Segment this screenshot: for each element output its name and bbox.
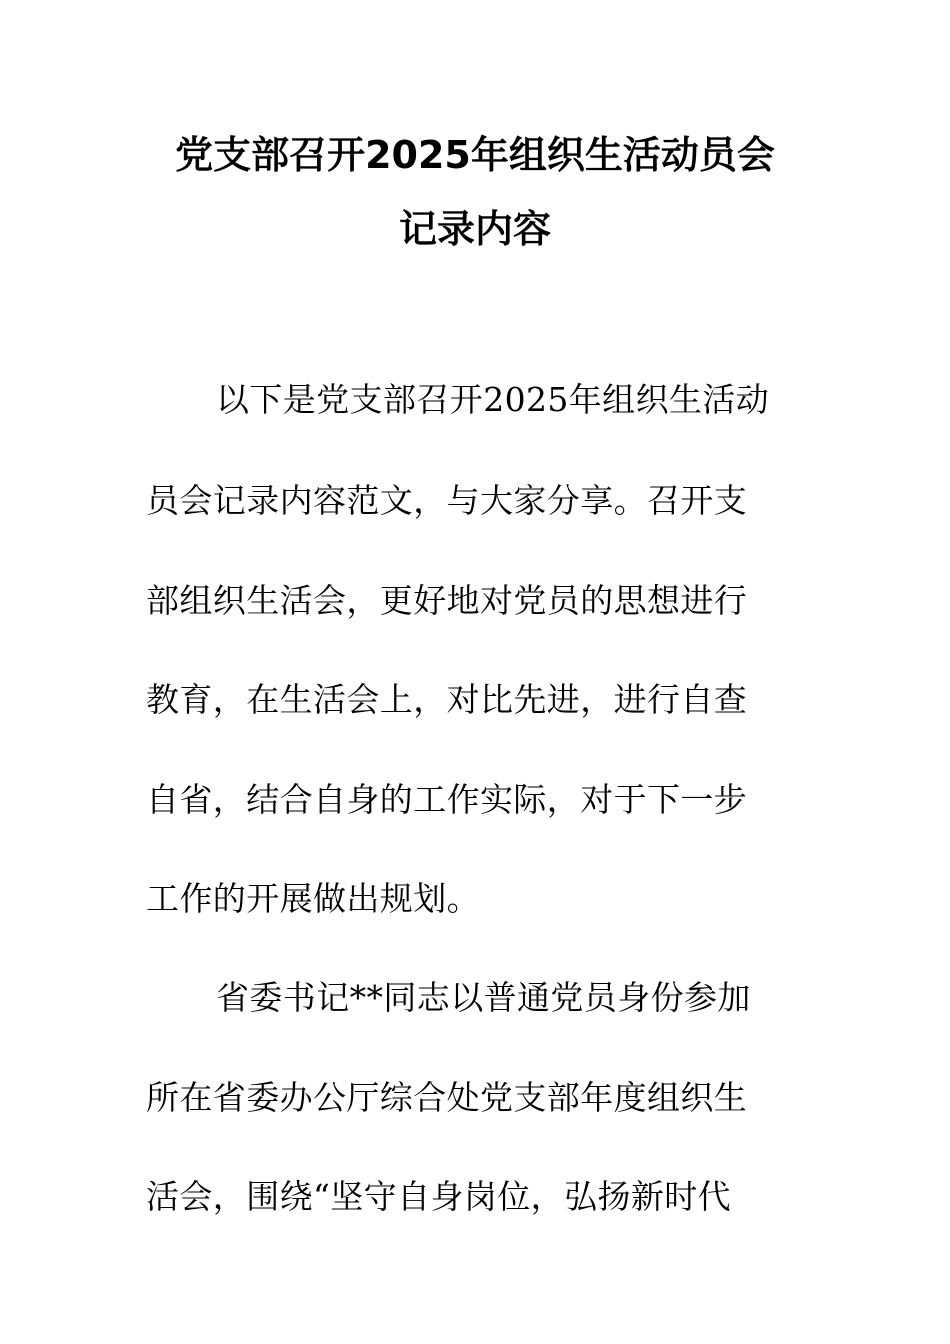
document-title-line-1: 党支部召开2025年组织生活动员会 xyxy=(175,133,775,177)
paragraph-1-line-5: 自省，结合自身的工作实际，对于下一步 xyxy=(146,780,748,819)
paragraph-2-line-1: 省委书记**同志以普通党员身份参加 xyxy=(216,978,751,1017)
paragraph-1-line-2: 员会记录内容范文，与大家分享。召开支 xyxy=(146,481,748,520)
paragraph-1-line-3: 部组织生活会，更好地对党员的思想进行 xyxy=(146,581,748,620)
paragraph-1-line-1: 以下是党支部召开2025年组织生活动 xyxy=(216,380,770,419)
document-title-line-2: 记录内容 xyxy=(398,207,551,251)
paragraph-2-line-2: 所在省委办公厅综合处党支部年度组织生 xyxy=(146,1078,748,1117)
paragraph-1-line-6: 工作的开展做出规划。 xyxy=(146,879,480,918)
paragraph-2-line-3: 活会，围绕“坚守自身岗位，弘扬新时代 xyxy=(146,1177,732,1216)
paragraph-1-line-4: 教育，在生活会上，对比先进，进行自查 xyxy=(146,680,748,719)
